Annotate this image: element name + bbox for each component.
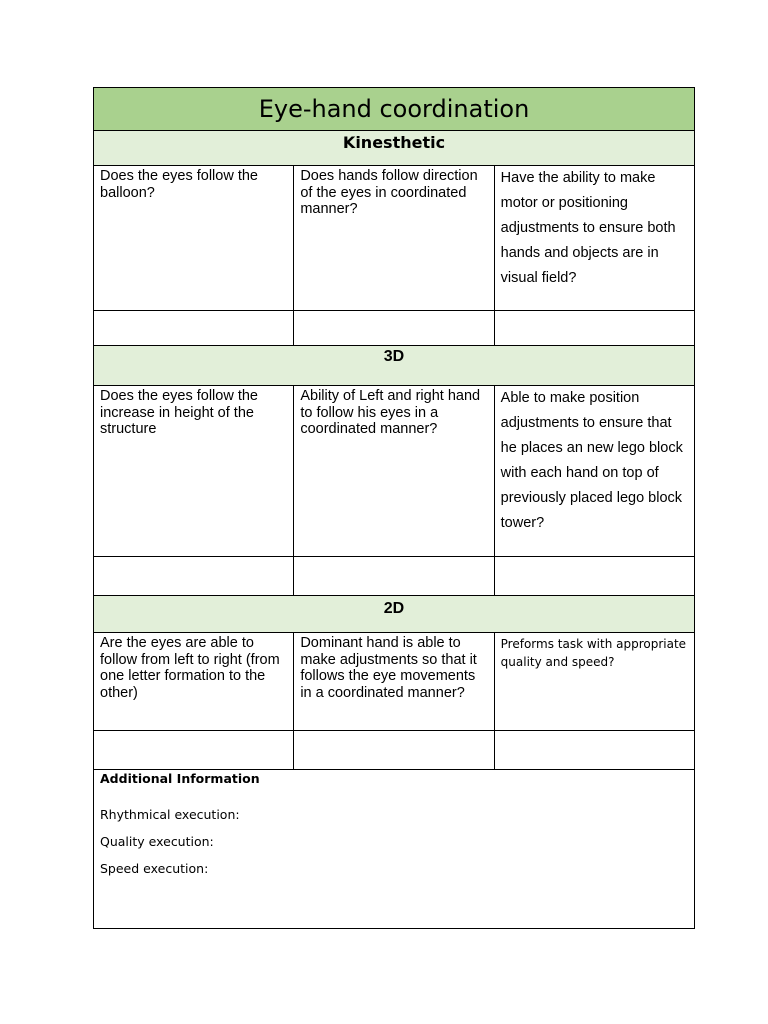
assessment-table	[93, 87, 695, 929]
section-heading-kinesthetic: Kinesthetic	[94, 131, 695, 166]
question-cell: Have the ability to make motor or positioning adjustments to ensure both hands and objects are in visual field?	[494, 166, 694, 311]
answer-cell[interactable]	[294, 731, 494, 770]
answer-cell[interactable]	[294, 557, 494, 596]
answer-cell[interactable]	[494, 557, 694, 596]
question-cell: Able to make position adjustments to ensure that he places an new lego block with each hand on top of previously placed lego block tower?	[494, 386, 694, 557]
answer-cell[interactable]	[494, 311, 694, 346]
additional-info-heading: Additional Information	[100, 771, 260, 786]
question-cell: Are the eyes are able to follow from left to right (from one letter formation to the other)	[94, 633, 294, 731]
answer-cell[interactable]	[94, 311, 294, 346]
quality-execution-label: Quality execution:	[100, 834, 214, 849]
question-cell: Does the eyes follow the balloon?	[94, 166, 294, 311]
question-cell: Does the eyes follow the increase in height of the structure	[94, 386, 294, 557]
additional-info-cell[interactable]	[94, 770, 695, 929]
answer-cell[interactable]	[494, 731, 694, 770]
question-cell: Dominant hand is able to make adjustments so that it follows the eye movements in a coordinated manner?	[294, 633, 494, 731]
answer-cell[interactable]	[294, 311, 494, 346]
table-title: Eye-hand coordination	[94, 88, 695, 131]
answer-cell[interactable]	[94, 731, 294, 770]
section-heading-3d: 3D	[94, 346, 695, 386]
section-heading-2d: 2D	[94, 596, 695, 633]
question-cell: Preforms task with appropriate quality and speed?	[494, 633, 694, 731]
answer-cell[interactable]	[94, 557, 294, 596]
rhythmical-execution-label: Rhythmical execution:	[100, 807, 240, 822]
speed-execution-label: Speed execution:	[100, 861, 209, 876]
question-cell: Ability of Left and right hand to follow his eyes in a coordinated manner?	[294, 386, 494, 557]
question-cell: Does hands follow direction of the eyes in coordinated manner?	[294, 166, 494, 311]
